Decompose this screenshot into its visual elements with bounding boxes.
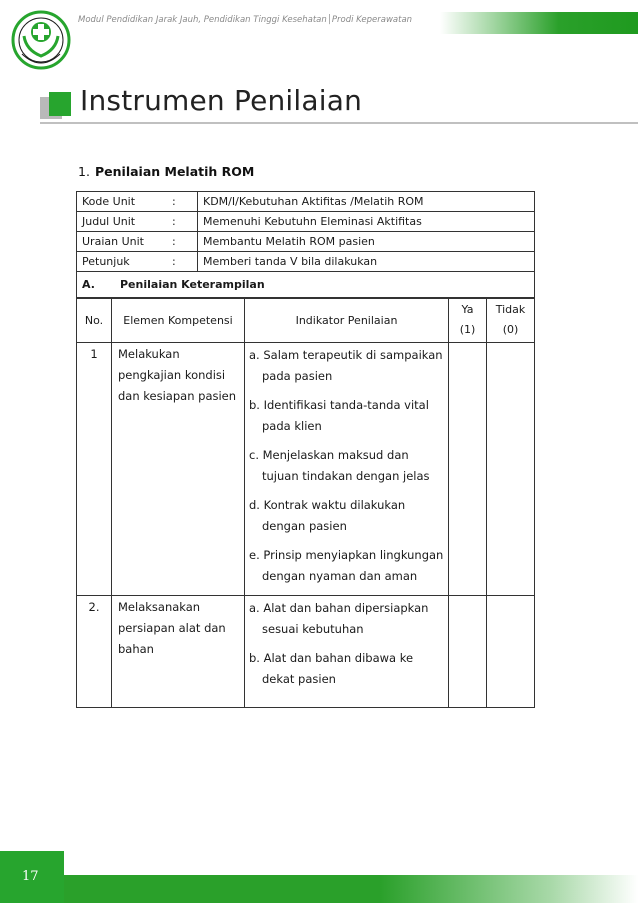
subsection-letter: A. — [82, 278, 95, 291]
row-no-cell — [77, 343, 112, 596]
info-key: Petunjuk — [77, 252, 168, 272]
indikator-line: dengan nyaman dan aman — [262, 569, 418, 583]
running-header: Modul Pendidikan Jarak Jauh, Pendidikan Tinggi Kesehatan│Prodi Keperawatan — [78, 15, 413, 25]
page-number: 17 — [22, 869, 39, 884]
indikator-list — [245, 343, 448, 587]
info-value: Membantu Melatih ROM pasien — [198, 232, 535, 252]
indikator-line: pada pasien — [262, 369, 333, 383]
subsection-row — [77, 272, 535, 299]
info-sep: : — [167, 232, 198, 252]
indikator-item — [249, 495, 444, 537]
header-ya — [449, 298, 487, 343]
indikator-item — [249, 598, 444, 640]
info-sep: : — [167, 252, 198, 272]
tidak-checkbox-cell[interactable] — [487, 596, 535, 708]
indikator-line: dekat pasien — [262, 672, 336, 686]
row-elemen — [112, 343, 244, 407]
indikator-line: c. Menjelaskan maksud dan — [249, 448, 409, 462]
subsection-heading — [77, 272, 535, 299]
indikator-line: dengan pasien — [262, 519, 347, 533]
indikator-item — [249, 545, 444, 587]
header-ya-code: (1) — [459, 323, 476, 336]
indikator-line: b. Identifikasi tanda-tanda vital — [249, 398, 429, 412]
header-indikator: Indikator Penilaian — [245, 298, 449, 343]
indikator-line: pada klien — [262, 419, 322, 433]
row-elemen-cell — [112, 343, 245, 596]
header-tidak-label: Tidak — [495, 303, 526, 316]
footer-green-bar — [64, 875, 638, 903]
info-row — [77, 212, 535, 232]
row-indikator-cell — [245, 596, 449, 708]
table-header-row — [77, 298, 535, 343]
assessment-table — [76, 297, 535, 708]
info-key: Uraian Unit — [77, 232, 168, 252]
info-value: Memberi tanda V bila dilakukan — [198, 252, 535, 272]
table-row — [77, 343, 535, 596]
tidak-checkbox-cell[interactable] — [487, 343, 535, 596]
row-no: 1 — [90, 347, 98, 361]
info-value: Memenuhi Kebutuhn Eleminasi Aktifitas — [198, 212, 535, 232]
indikator-item — [249, 648, 444, 690]
section-number: 1. — [78, 164, 90, 179]
table-row — [77, 596, 535, 708]
row-no: 2. — [88, 600, 100, 614]
elemen-line: bahan — [118, 642, 154, 656]
indikator-line: d. Kontrak waktu dilakukan — [249, 498, 406, 512]
page-title: Instrumen Penilaian — [80, 84, 363, 117]
elemen-line: dan kesiapan pasien — [118, 389, 237, 403]
indikator-list — [245, 596, 448, 690]
indikator-item — [249, 445, 444, 487]
header-green-bar — [440, 12, 638, 34]
elemen-line: persiapan alat dan — [118, 621, 226, 635]
unit-info-table — [76, 191, 535, 299]
elemen-line: pengkajian kondisi — [118, 368, 226, 382]
row-indikator-cell — [245, 343, 449, 596]
header-ya-label: Ya — [461, 303, 474, 316]
indikator-line: b. Alat dan bahan dibawa ke — [249, 651, 414, 665]
header-no: No. — [77, 298, 112, 343]
bakti-husada-logo — [10, 6, 72, 78]
title-divider — [40, 122, 638, 124]
indikator-line: tujuan tindakan dengan jelas — [262, 469, 430, 483]
indikator-item — [249, 345, 444, 387]
ya-checkbox-cell[interactable] — [449, 596, 487, 708]
row-no-cell — [77, 596, 112, 708]
info-row — [77, 252, 535, 272]
info-key: Judul Unit — [77, 212, 168, 232]
indikator-line: a. Alat dan bahan dipersiapkan — [249, 601, 429, 615]
title-square-green — [49, 92, 71, 116]
info-value: KDM/I/Kebutuhan Aktifitas /Melatih ROM — [198, 192, 535, 212]
info-sep: : — [167, 212, 198, 232]
header-tidak-code: (0) — [502, 323, 519, 336]
elemen-line: Melaksanakan — [118, 600, 201, 614]
indikator-line: sesuai kebutuhan — [262, 622, 364, 636]
header-elemen: Elemen Kompetensi — [112, 298, 245, 343]
info-sep: : — [167, 192, 198, 212]
info-row — [77, 232, 535, 252]
elemen-line: Melakukan — [118, 347, 180, 361]
ya-checkbox-cell[interactable] — [449, 343, 487, 596]
info-key: Kode Unit — [77, 192, 168, 212]
indikator-line: a. Salam terapeutik di sampaikan — [249, 348, 443, 362]
row-elemen-cell — [112, 596, 245, 708]
indikator-item — [249, 395, 444, 437]
info-row — [77, 192, 535, 212]
header-tidak — [487, 298, 535, 343]
section-title: Penilaian Melatih ROM — [95, 164, 255, 179]
indikator-line: e. Prinsip menyiapkan lingkungan — [249, 548, 444, 562]
subsection-title: Penilaian Keterampilan — [120, 278, 265, 291]
row-elemen — [112, 596, 244, 660]
